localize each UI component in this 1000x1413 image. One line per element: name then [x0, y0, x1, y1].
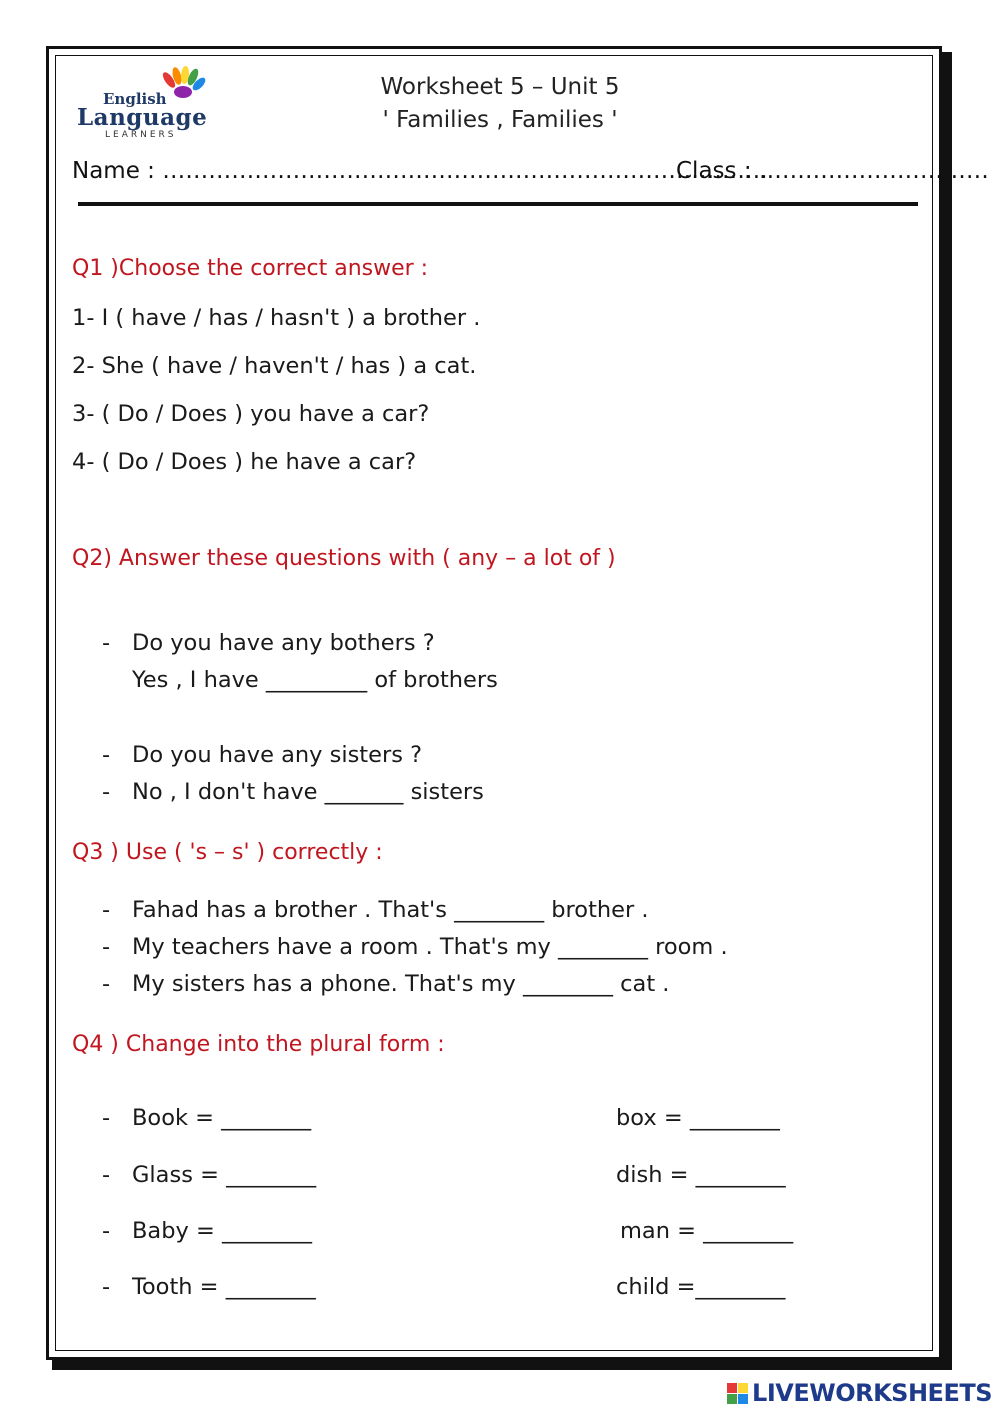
q4-right-item-4[interactable]: child =________ [616, 1274, 786, 1300]
list-bullet: - [102, 779, 111, 805]
q2-question-1: Do you have any bothers ? [132, 630, 435, 656]
q1-item-3[interactable]: 3- ( Do / Does ) you have a car? [72, 401, 430, 427]
list-bullet: - [102, 934, 111, 960]
page-frame-inner-border [55, 55, 933, 1351]
list-bullet: - [102, 1162, 111, 1188]
q3-item-3[interactable]: My sisters has a phone. That's my ________ cat . [132, 971, 670, 997]
liveworksheets-wordmark: LIVEWORKSHEETS [752, 1379, 992, 1407]
list-bullet: - [102, 742, 111, 768]
list-bullet: - [102, 971, 111, 997]
logo-word-learners: LEARNERS [105, 130, 177, 140]
q3-item-2[interactable]: My teachers have a room . That's my ________ room . [132, 934, 728, 960]
logo-word-language: Language [77, 104, 208, 131]
q3-item-1[interactable]: Fahad has a brother . That's ________ brother . [132, 897, 649, 923]
worksheet-title: Worksheet 5 – Unit 5 [380, 74, 620, 100]
list-bullet: - [102, 1274, 111, 1300]
q2-answer-1[interactable]: Yes , I have _________ of brothers [132, 667, 498, 693]
q4-left-item-4[interactable]: Tooth = ________ [132, 1274, 316, 1300]
q3-heading: Q3 ) Use ( 's – s' ) correctly : [72, 840, 383, 865]
q2-answer-2[interactable]: No , I don't have _______ sisters [132, 779, 484, 805]
list-bullet: - [102, 630, 111, 656]
q4-right-item-3[interactable]: man = ________ [620, 1218, 794, 1244]
q4-right-item-1[interactable]: box = ________ [616, 1105, 780, 1131]
name-field[interactable]: Name : ……………………………………………………………………. [72, 158, 768, 184]
q4-left-item-1[interactable]: Book = ________ [132, 1105, 312, 1131]
liveworksheets-logo [727, 1378, 992, 1408]
class-field[interactable]: Class : ………………………… [676, 158, 989, 184]
q2-heading: Q2) Answer these questions with ( any – a lot of ) [72, 546, 616, 571]
liveworksheets-icon [727, 1383, 748, 1404]
list-bullet: - [102, 897, 111, 923]
q4-left-item-2[interactable]: Glass = ________ [132, 1162, 317, 1188]
q1-heading: Q1 )Choose the correct answer : [72, 256, 429, 281]
logo-word-english: English [103, 90, 167, 108]
list-bullet: - [102, 1218, 111, 1244]
q4-left-item-3[interactable]: Baby = ________ [132, 1218, 312, 1244]
header-divider [78, 202, 918, 206]
worksheet-subtitle: ' Families , Families ' [382, 107, 618, 133]
list-bullet: - [102, 1105, 111, 1131]
q1-item-4[interactable]: 4- ( Do / Does ) he have a car? [72, 449, 417, 475]
q2-question-2: Do you have any sisters ? [132, 742, 423, 768]
q1-item-2[interactable]: 2- She ( have / haven't / has ) a cat. [72, 353, 477, 379]
english-language-learners-logo [75, 62, 210, 144]
q1-item-1[interactable]: 1- I ( have / has / hasn't ) a brother . [72, 305, 481, 331]
q4-heading: Q4 ) Change into the plural form : [72, 1032, 445, 1057]
q4-right-item-2[interactable]: dish = ________ [616, 1162, 786, 1188]
